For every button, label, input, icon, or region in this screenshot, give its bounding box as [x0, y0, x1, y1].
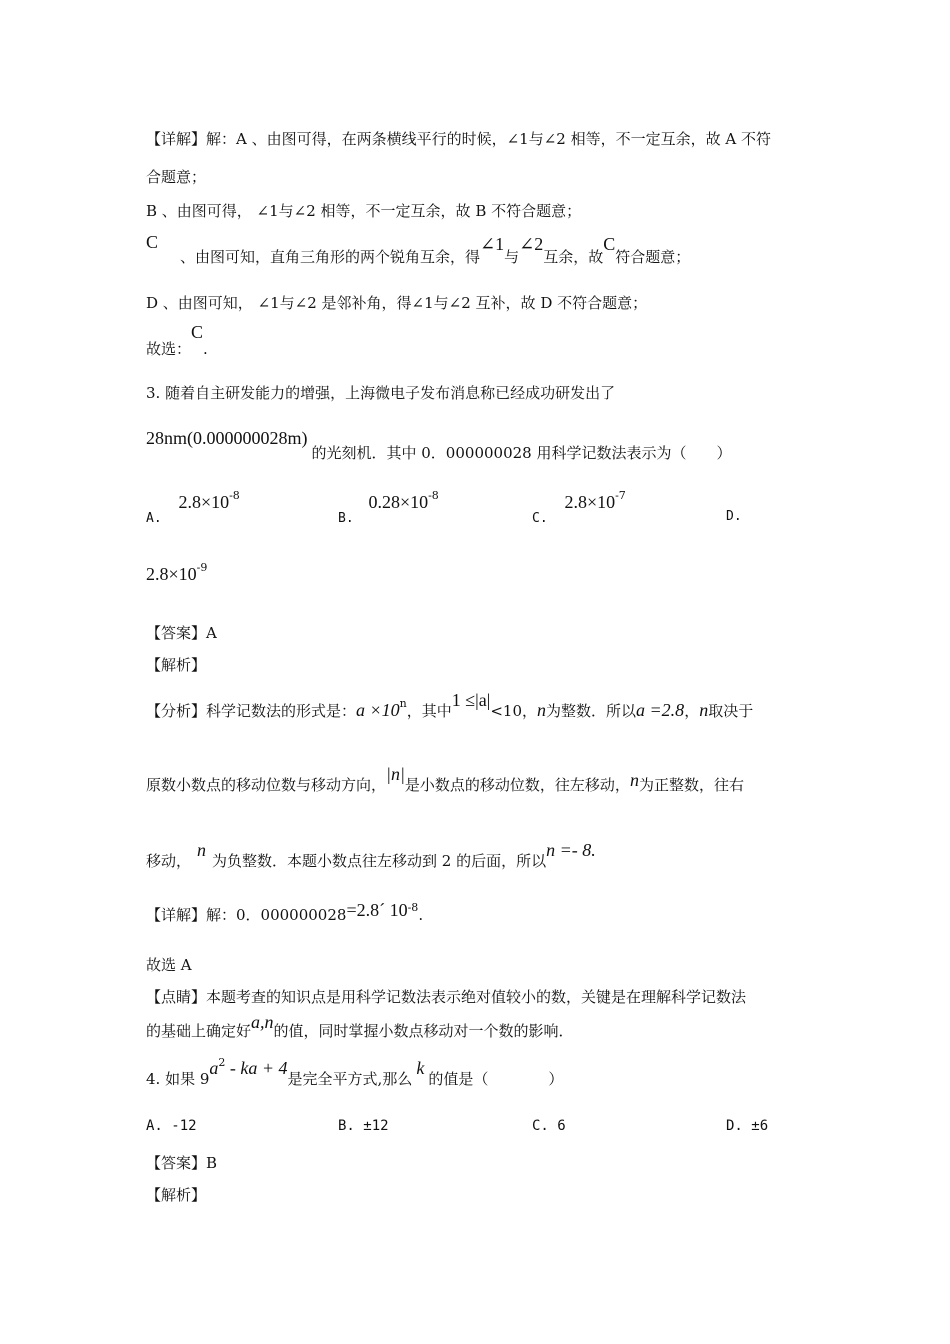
q4-analysis-title: 【解析】 — [146, 1186, 207, 1204]
q2-option-c-explanation: 、由图可知，直角三角形的两个锐角互余，得∠1与∠2互余，故C符合题意； — [180, 234, 691, 266]
q3-answer: 【答案】A — [146, 624, 217, 642]
q3-detail: 【详解】解：0．000000028=2.8´ $10^{-8}$. — [146, 900, 424, 924]
q3-option-a: A. $2.8\times 10^{-8}$ — [146, 489, 240, 526]
q3-option-d-label: D. — [726, 509, 742, 524]
q4-stem: 4. 如果 $9a^2$ - ka + 4是完全平方式,那么k的值是（ ） — [146, 1056, 564, 1088]
q2-detail-line-2: 合题意； — [146, 168, 207, 186]
q3-tip-line-1: 【点睛】本题考查的知识点是用科学记数法表示绝对值较小的数，关键是在理解科学记数法 — [146, 988, 747, 1006]
q4-option-b: B. ±12 — [338, 1118, 389, 1134]
q3-stem-line-2: 28nm(0.000000028m)的光刻机．其中 0．000000028 用科学记数法表示为（ ） — [146, 428, 732, 462]
q3-option-d-value: $2.8\times 10^{-9}$ — [146, 561, 208, 584]
q3-analysis-title: 【解析】 — [146, 656, 207, 674]
q2-selection: 故选：C. — [146, 322, 208, 358]
q3-option-b: B. $0.28\times 10^{-8}$ — [338, 489, 439, 526]
q3-selection: 故选 A — [146, 956, 192, 974]
q3-tip-line-2: 的基础上确定好a,n的值，同时掌握小数点移动对一个数的影响． — [146, 1012, 574, 1040]
q2-option-d-explanation: D 、由图可知， ∠1与∠2 是邻补角，得∠1与∠2 互补，故 D 不符合题意； — [146, 294, 648, 312]
q3-analysis-line-2: 原数小数点的移动位数与移动方向，|n|是小数点的移动位数，往左移动，n为正整数，往右 — [146, 764, 744, 794]
q3-stem-line-1: 3. 随着自主研发能力的增强，上海微电子发布消息称已经成功研发出了 — [146, 384, 616, 402]
q3-analysis-line-3: 移动，n为负整数．本题小数点往左移动到 2 的后面，所以n =- 8. — [146, 840, 596, 870]
q4-option-a: A. -12 — [146, 1118, 197, 1134]
q2-option-b-explanation: B 、由图可得， ∠1与∠2 相等，不一定互余，故 B 不符合题意； — [146, 202, 582, 220]
q4-option-c: C. 6 — [532, 1118, 566, 1134]
q2-option-c-letter: C — [146, 232, 159, 252]
q4-answer: 【答案】B — [146, 1154, 218, 1172]
q2-detail-line-1: 【详解】解：A 、由图可得，在两条横线平行的时候，∠1与∠2 相等，不一定互余，故 A 不符 — [146, 130, 771, 148]
q3-option-c: C. $2.8\times 10^{-7}$ — [532, 489, 626, 526]
q3-analysis-line-1: 【分析】科学记数法的形式是：$a \times 10^n$，其中1 ≤|a|<10，n为整数．所以a =2.8，n取决于 — [146, 690, 754, 720]
q4-option-d: D. ±6 — [726, 1118, 769, 1134]
